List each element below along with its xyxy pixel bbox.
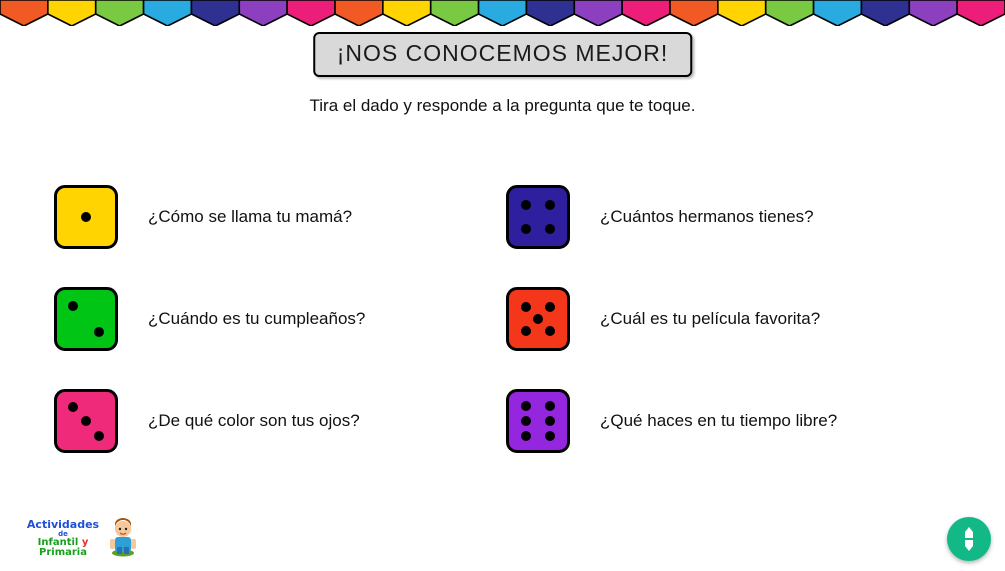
die-pip: [68, 402, 78, 412]
logo-line-1: Actividades: [26, 518, 100, 531]
list-item: [506, 166, 954, 268]
die-face-4: [506, 185, 570, 249]
question-text: ¿Cómo se llama tu mamá?: [148, 207, 353, 226]
die-pip: [81, 212, 91, 222]
logo-line-3b: y: [78, 536, 89, 548]
die-face-6: [506, 389, 570, 453]
page-title-box: [313, 32, 693, 77]
die-pip: [521, 302, 531, 312]
die-face-1: [54, 185, 118, 249]
bunting-banner: [0, 0, 1005, 26]
logo-line-2: de: [58, 529, 68, 538]
list-item: [506, 370, 954, 472]
pencil-icon: [958, 526, 980, 552]
die-face-2: [54, 287, 118, 351]
die-pip: [521, 326, 531, 336]
page-title: ¡NOS CONOCEMOS MEJOR!: [336, 40, 669, 66]
child-mascot-icon: [106, 517, 140, 557]
die-face-3: [54, 389, 118, 453]
die-pip: [545, 401, 555, 411]
list-item: [54, 268, 506, 370]
logo-line-3: [18, 538, 108, 559]
question-text: ¿Cuántos hermanos tienes?: [600, 207, 814, 226]
question-text: ¿De qué color son tus ojos?: [148, 411, 360, 430]
die-pip: [521, 200, 531, 210]
list-item: [54, 166, 506, 268]
die-pip: [68, 301, 78, 311]
site-logo: [18, 517, 140, 563]
die-pip: [94, 431, 104, 441]
die-pip: [94, 327, 104, 337]
die-pip: [81, 416, 91, 426]
download-button[interactable]: [947, 517, 991, 561]
die-pip: [545, 224, 555, 234]
logo-text: [18, 519, 108, 559]
die-pip: [521, 416, 531, 426]
die-pip: [533, 314, 543, 324]
die-pip: [545, 200, 555, 210]
die-pip: [545, 326, 555, 336]
question-text: ¿Qué haces en tu tiempo libre?: [600, 411, 838, 430]
die-pip: [521, 224, 531, 234]
dice-question-grid: [54, 166, 954, 472]
logo-line-3a: Infantil: [37, 536, 79, 548]
die-face-5: [506, 287, 570, 351]
die-pip: [545, 416, 555, 426]
die-pip: [545, 302, 555, 312]
question-text: ¿Cuál es tu película favorita?: [600, 309, 821, 328]
die-pip: [521, 401, 531, 411]
question-text: ¿Cuándo es tu cumpleaños?: [148, 309, 366, 328]
list-item: [54, 370, 506, 472]
die-pip: [545, 431, 555, 441]
instruction-text: Tira el dado y responde a la pregunta que te toque.: [309, 96, 696, 115]
die-pip: [521, 431, 531, 441]
list-item: [506, 268, 954, 370]
logo-line-3c: Primaria: [39, 547, 87, 559]
